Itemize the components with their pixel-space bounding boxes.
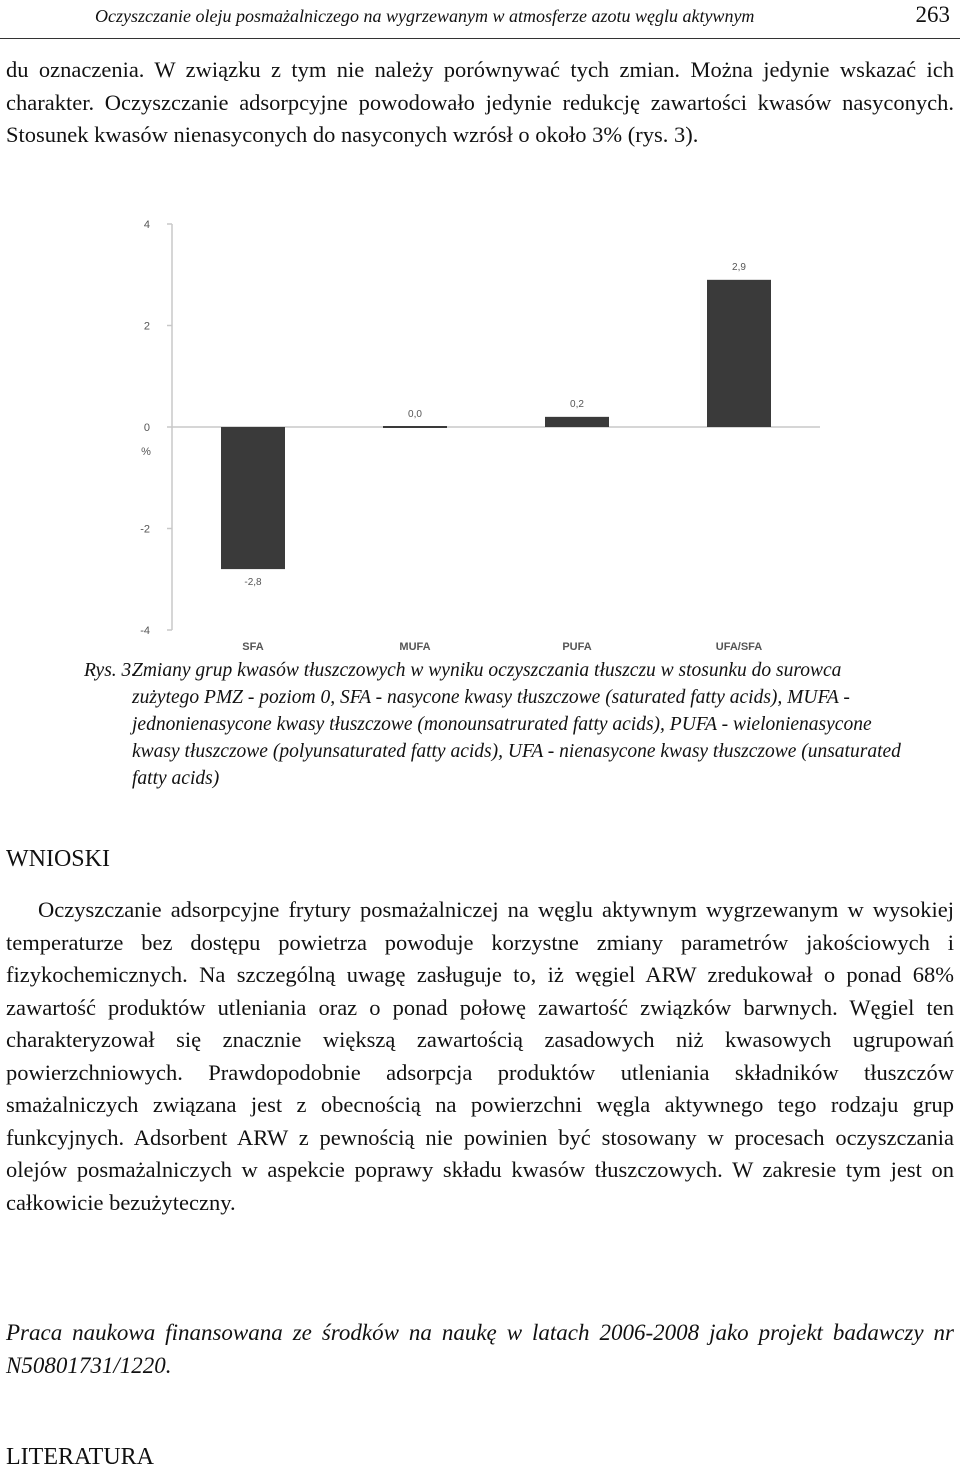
category-label: UFA/SFA	[715, 641, 763, 653]
y-axis-label: %	[141, 446, 151, 458]
page-number: 263	[915, 2, 950, 27]
figure-caption	[84, 657, 902, 792]
bar-sfa	[221, 427, 285, 569]
category-label: MUFA	[399, 641, 431, 653]
y-tick-label: -4	[140, 625, 150, 637]
body-paragraph-1: du oznaczenia. W związku z tym nie należy porównywać tych zmian. Można jedynie wskazać ich charakter. Oczyszczanie adsorpcyjne powodowało jedynie redukcję zawartości kwasów nasyconych. Stosunek kwasów nienasyconych do nasyconych wzrósł o około 3% (rys. 3).	[6, 57, 954, 147]
bar-pufa	[545, 417, 609, 427]
category-label: SFA	[242, 641, 264, 653]
category-label: PUFA	[562, 641, 592, 653]
figure-caption-lead: Rys. 3.	[84, 660, 137, 681]
section-heading-literature: LITERATURA	[6, 1444, 154, 1470]
running-header	[0, 0, 960, 39]
bar-mufa	[383, 426, 447, 428]
section-heading-conclusions: WNIOSKI	[6, 846, 110, 872]
data-label: 0,2	[570, 398, 584, 410]
y-tick-label: 2	[143, 320, 150, 333]
data-label: 2,9	[732, 261, 746, 273]
data-label: 0,0	[408, 409, 422, 420]
running-title: Oczyszczanie oleju posmażalniczego na wygrzewanym w atmosferze azotu węglu aktywnym	[95, 6, 755, 26]
funding-note: Praca naukowa finansowana ze środków na naukę w latach 2006-2008 jako projekt badawczy nr N50801731/1220.	[6, 1320, 954, 1378]
bar-ufa-sfa	[707, 280, 771, 427]
data-label: -2,8	[244, 577, 262, 589]
bar-chart	[120, 208, 840, 656]
y-tick-label: 0	[143, 422, 150, 434]
figure-caption-text: Zmiany grup kwasów tłuszczowych w wyniku oczyszczania tłuszczu w stosunku do surowca zużytego PMZ - poziom 0, SFA - nasycone kwasy tłuszczowe (saturated fatty acids), MUFA - jednonienasycone kwasy tłuszczowe (monounsatrurated fatty acids), PUFA - wielonienasycone kwasy tłuszczowe (polyunsaturated fatty acids), UFA - nienasycone kwasy tłuszczowe (unsaturated fatty acids)	[132, 660, 901, 789]
y-tick-label: -2	[140, 523, 150, 536]
y-tick-label: 4	[143, 219, 150, 231]
conclusions-paragraph: Oczyszczanie adsorpcyjne frytury posmażalniczej na węglu aktywnym wygrzewanym w wysokiej temperaturze bez dostępu powietrza powoduje korzystne zmiany parametrów jakościowych i fizykochemicznych. Na szczególną uwagę zasługuje to, iż węgiel ARW zredukował o ponad 68% zawartość produktów utleniania oraz o ponad połowę zawartość związków barwnych. Węgiel ten charakteryzował się znacznie większą zawartością zasadowych niż kwasowych ugrupowań powierzchniowych. Prawdopodobnie adsorpcja produktów utleniania składników tłuszczów smażalniczych związana jest z obecnością na powierzchni węgla aktywnego tego rodzaju grup funkcyjnych. Adsorbent ARW z pewnością nie powinien być stosowany w procesach oczyszczania olejów posmażalniczych w aspekcie poprawy składu kwasów tłuszczowych. W zakresie tym jest on całkowicie bezużyteczny.	[6, 897, 954, 1215]
